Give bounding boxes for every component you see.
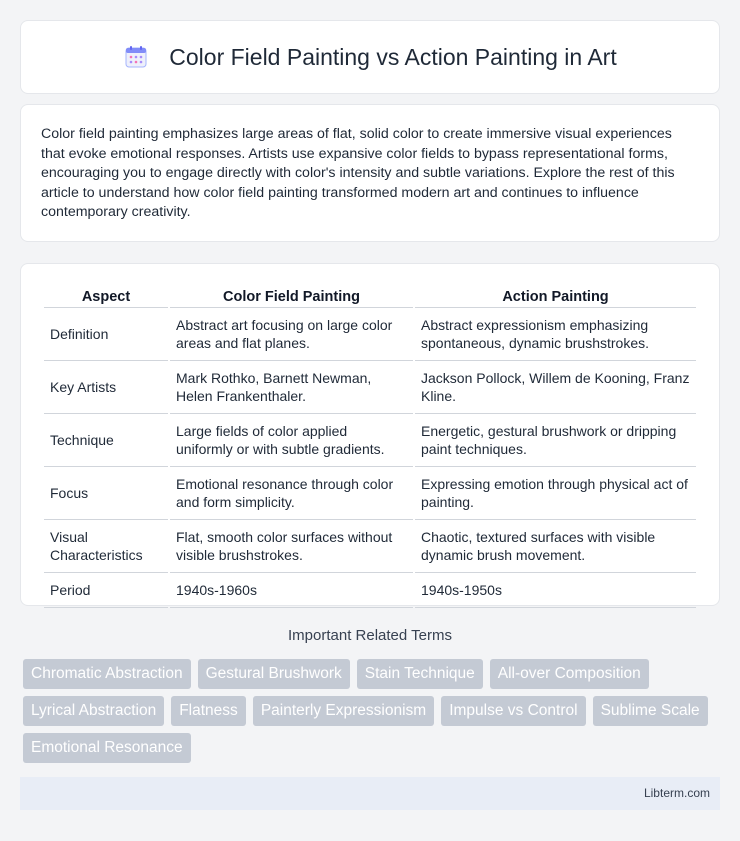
header-aspect: Aspect	[44, 286, 168, 308]
calendar-icon	[123, 44, 149, 70]
row-action: Abstract expressionism emphasizing spontaneous, dynamic brushstrokes.	[415, 308, 696, 361]
related-term-tag[interactable]: Chromatic Abstraction	[23, 659, 191, 689]
row-color-field: Flat, smooth color surfaces without visible brushstrokes.	[170, 520, 413, 573]
row-action: 1940s-1950s	[415, 573, 696, 608]
row-color-field: Emotional resonance through color and form simplicity.	[170, 467, 413, 520]
footer-site-link[interactable]: Libterm.com	[643, 786, 710, 800]
row-color-field: Large fields of color applied uniformly or with subtle gradients.	[170, 414, 413, 467]
related-term-tag[interactable]: Painterly Expressionism	[253, 696, 434, 726]
row-aspect: Technique	[44, 414, 168, 467]
header-card	[20, 20, 720, 94]
related-terms-list	[23, 659, 723, 763]
table-row	[44, 573, 696, 608]
related-term-tag[interactable]: Emotional Resonance	[23, 733, 191, 763]
row-action: Chaotic, textured surfaces with visible dynamic brush movement.	[415, 520, 696, 573]
row-aspect: Focus	[44, 467, 168, 520]
comparison-table	[42, 286, 698, 608]
row-aspect: Visual Characteristics	[44, 520, 168, 573]
table-row	[44, 361, 696, 414]
table-header-row	[44, 286, 696, 308]
footer	[20, 777, 720, 810]
related-term-tag[interactable]: Flatness	[171, 696, 246, 726]
related-term-tag[interactable]: Sublime Scale	[593, 696, 708, 726]
row-color-field: Mark Rothko, Barnett Newman, Helen Frankenthaler.	[170, 361, 413, 414]
table-row	[44, 308, 696, 361]
intro-text: Color field painting emphasizes large areas of flat, solid color to create immersive visual experiences that evoke emotional responses. Artists use expansive color fields to bypass representational forms, encouraging you to engage directly with color's intensity and subtle variations. Explore the rest of this article to understand how color field painting transformed modern art and continues to influence contemporary creativity.	[41, 126, 675, 220]
row-color-field: Abstract art focusing on large color areas and flat planes.	[170, 308, 413, 361]
intro-card	[20, 104, 720, 242]
row-color-field: 1940s-1960s	[170, 573, 413, 608]
table-row	[44, 520, 696, 573]
row-action: Jackson Pollock, Willem de Kooning, Franz Kline.	[415, 361, 696, 414]
header-action: Action Painting	[415, 286, 696, 308]
page-title: Color Field Painting vs Action Painting in Art	[169, 43, 617, 70]
related-term-tag[interactable]: Lyrical Abstraction	[23, 696, 164, 726]
related-terms-title: Important Related Terms	[288, 627, 452, 644]
header-color-field: Color Field Painting	[170, 286, 413, 308]
table-row	[44, 467, 696, 520]
related-term-tag[interactable]: Stain Technique	[357, 659, 483, 689]
row-action: Energetic, gestural brushwork or dripping paint techniques.	[415, 414, 696, 467]
related-term-tag[interactable]: Gestural Brushwork	[198, 659, 350, 689]
row-aspect: Definition	[44, 308, 168, 361]
row-aspect: Period	[44, 573, 168, 608]
table-row	[44, 414, 696, 467]
related-term-tag[interactable]: Impulse vs Control	[441, 696, 585, 726]
comparison-card	[20, 263, 720, 606]
related-term-tag[interactable]: All-over Composition	[490, 659, 649, 689]
row-action: Expressing emotion through physical act of painting.	[415, 467, 696, 520]
row-aspect: Key Artists	[44, 361, 168, 414]
